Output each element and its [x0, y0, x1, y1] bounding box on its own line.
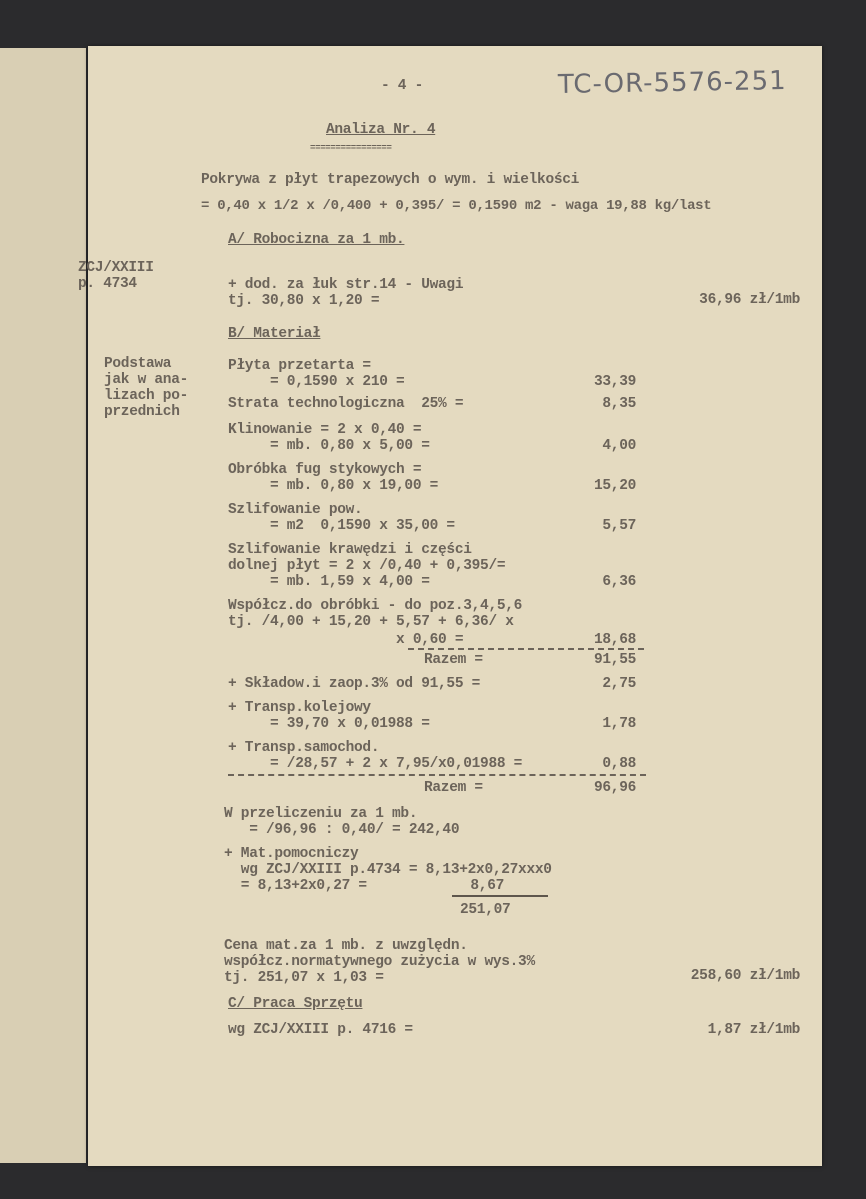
section-c-line: wg ZCJ/XXIII p. 4716 = — [228, 1022, 413, 1038]
section-a-heading: A/ Robocizna za 1 mb. — [228, 232, 405, 248]
material-item-value: 8,35 — [602, 396, 636, 412]
extra-item-line: + Transp.kolejowy — [228, 700, 371, 716]
document-page — [78, 46, 822, 1166]
total-value: 96,96 — [593, 780, 636, 796]
material-item-value: 5,57 — [602, 518, 636, 534]
title-rule: ================ — [310, 143, 392, 153]
extra-item-value: 2,75 — [602, 676, 636, 692]
aux-sum: 251,07 — [460, 902, 511, 918]
margin-note: p. 4734 — [78, 276, 137, 292]
material-item-value: 4,00 — [602, 438, 636, 454]
material-price-total: 258,60 zł/1mb — [690, 968, 800, 984]
material-item-line: Płyta przetarta = — [228, 358, 371, 374]
section-c-heading: C/ Praca Sprzętu — [228, 996, 363, 1012]
material-item-line: dolnej płyt = 2 x /0,40 + 0,395/= — [228, 558, 506, 574]
handwritten-reference: TC-OR-5576-251 — [557, 66, 787, 100]
intro-line: = 0,40 x 1/2 x /0,400 + 0,395/ = 0,1590 m2 - waga 19,88 kg/last — [201, 198, 712, 214]
page-number: - 4 - — [381, 78, 424, 94]
material-item-line: Strata technologiczna 25% = — [228, 396, 464, 412]
margin-note: ZCJ/XXIII — [78, 260, 154, 276]
material-item-line: Współcz.do obróbki - do poz.3,4,5,6 — [228, 598, 523, 614]
material-item-line: = 0,1590 x 210 = — [228, 374, 405, 390]
section-c-total: 1,87 zł/1mb — [707, 1022, 800, 1038]
aux-material-line: = 8,13+2x0,27 = — [224, 878, 367, 894]
material-item-line: Szlifowanie pow. — [228, 502, 363, 518]
section-b-heading: B/ Materiał — [228, 326, 321, 342]
material-item-line: = mb. 0,80 x 5,00 = — [228, 438, 430, 454]
extra-item-value: 0,88 — [602, 756, 636, 772]
extra-item-line: + Transp.samochod. — [228, 740, 380, 756]
extra-item-line: = /28,57 + 2 x 7,95/x0,01988 = — [228, 756, 523, 772]
previous-page-edge — [0, 48, 86, 1163]
price-line: tj. 251,07 x 1,03 = — [224, 970, 384, 986]
material-item-line: Szlifowanie krawędzi i części — [228, 542, 472, 558]
material-item-value: 18,68 — [593, 632, 636, 648]
price-line: Cena mat.za 1 mb. z uwzględn. — [224, 938, 468, 954]
subtotal-value: 91,55 — [593, 652, 636, 668]
extra-item-value: 1,78 — [602, 716, 636, 732]
intro-line: Pokrywa z płyt trapezowych o wym. i wielkości — [201, 172, 580, 188]
material-item-line: x 0,60 = — [228, 632, 464, 648]
section-a-line: + dod. za łuk str.14 - Uwagi — [228, 277, 464, 293]
total-label: Razem = — [424, 780, 483, 796]
material-item-line: = m2 0,1590 x 35,00 = — [228, 518, 455, 534]
aux-material-value: 8,67 — [470, 878, 504, 894]
section-a-total: 36,96 zł/1mb — [699, 292, 800, 308]
price-line: współcz.normatywnego zużycia w wys.3% — [224, 954, 535, 970]
aux-material-line: + Mat.pomocniczy — [224, 846, 359, 862]
material-item-line: = mb. 0,80 x 19,00 = — [228, 478, 439, 494]
subtotal-label: Razem = — [424, 652, 483, 668]
conversion-line: = /96,96 : 0,40/ = 242,40 — [224, 822, 460, 838]
material-item-value: 33,39 — [593, 374, 636, 390]
margin-note: przednich — [104, 404, 180, 420]
material-item-line: Obróbka fug stykowych = — [228, 462, 422, 478]
material-item-value: 6,36 — [602, 574, 636, 590]
margin-note: lizach po- — [104, 388, 189, 404]
section-a-line: tj. 30,80 x 1,20 = — [228, 293, 380, 309]
extra-item-line: + Składow.i zaop.3% od 91,55 = — [228, 676, 481, 692]
sum-line — [452, 895, 548, 897]
margin-note: jak w ana- — [104, 372, 189, 388]
dashed-separator — [228, 774, 646, 776]
material-item-line: tj. /4,00 + 15,20 + 5,57 + 6,36/ x — [228, 614, 514, 630]
material-item-line: = mb. 1,59 x 4,00 = — [228, 574, 430, 590]
conversion-line: W przeliczeniu za 1 mb. — [224, 806, 418, 822]
extra-item-line: = 39,70 x 0,01988 = — [228, 716, 430, 732]
dashed-separator — [408, 648, 644, 650]
material-item-line: Klinowanie = 2 x 0,40 = — [228, 422, 422, 438]
material-item-value: 15,20 — [593, 478, 636, 494]
aux-material-line: wg ZCJ/XXIII p.4734 = 8,13+2x0,27xxx0 — [224, 862, 552, 878]
page-title: Analiza Nr. 4 — [326, 122, 436, 138]
margin-note: Podstawa — [104, 356, 172, 372]
